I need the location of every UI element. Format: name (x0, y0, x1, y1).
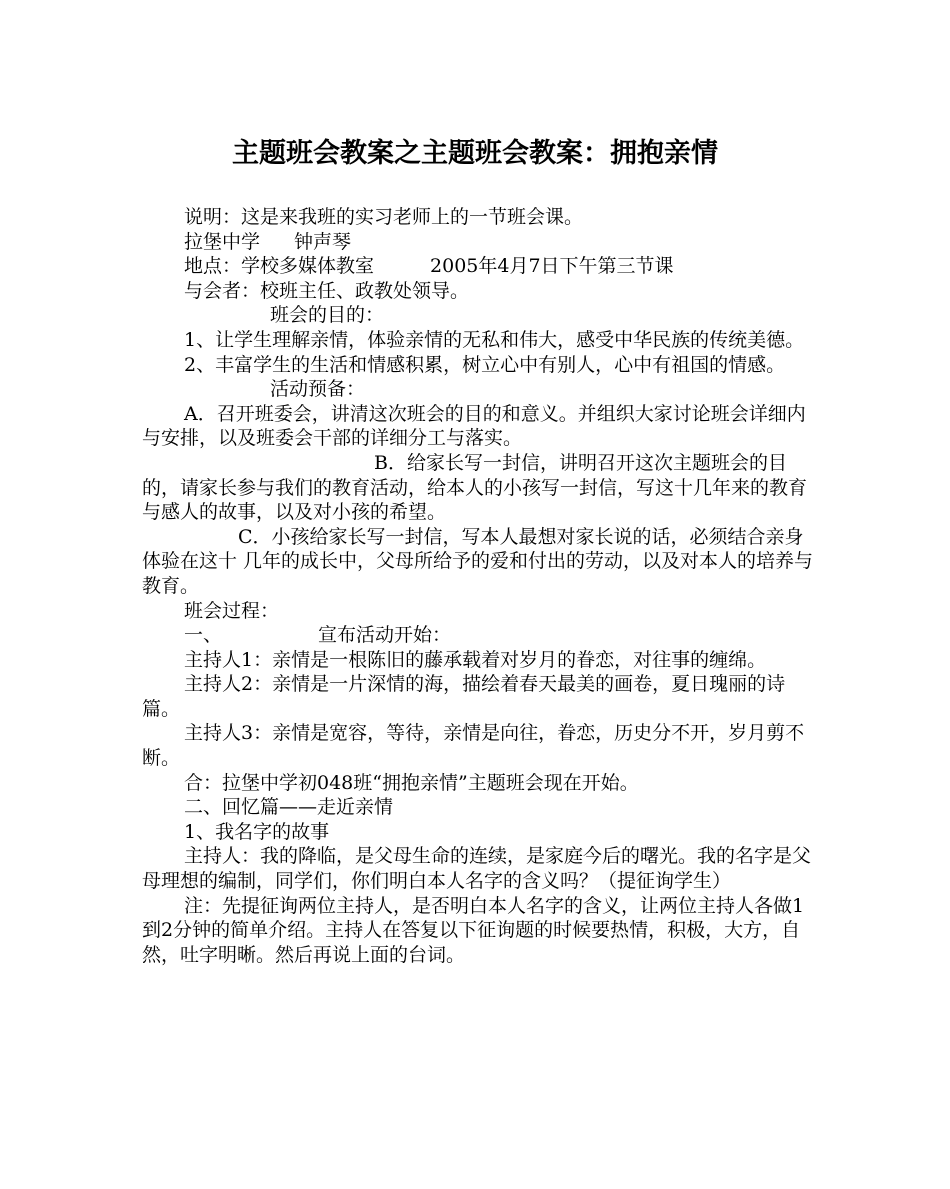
process-step2: 二、回忆篇——走近亲情 (184, 796, 394, 819)
teacher-name: 钟声琴 (294, 230, 352, 253)
prep-item-b: B．给家长写一封信，讲明召开这次主题班会的目的，请家长参与我们的教育活动，给本人的小孩写一封信，写这十几年来的教育与感人的故事，以及对小孩的希望。 (142, 451, 808, 524)
goal-item: 2、丰富学生的生活和情感积累，树立心中有别人，心中有祖国的情感。 (184, 353, 786, 376)
document-body (142, 205, 814, 967)
step1-text: 宣布活动开始： (318, 624, 452, 647)
process-step1 (142, 623, 814, 648)
time-text: 2005年4月7日下午第三节课 (430, 255, 674, 278)
prep-heading: 活动预备： (270, 378, 366, 401)
intro-place-line (142, 254, 814, 279)
step1-number: 一、 (184, 624, 223, 647)
host2-line: 主持人2：亲情是一片深情的海，描绘着春天最美的画卷，夏日瑰丽的诗篇。 (142, 673, 786, 720)
document-title: 主题班会教案之主题班会教案：拥抱亲情 (232, 138, 718, 169)
process-heading: 班会过程： (184, 599, 280, 622)
school-name: 拉堡中学 (184, 230, 261, 253)
goals-heading: 班会的目的： (270, 304, 385, 327)
intro-attendees: 与会者：校班主任、政教处领导。 (184, 279, 470, 302)
goal-item: 1、让学生理解亲情，体验亲情的无私和伟大，感受中华民族的传统美德。 (184, 328, 805, 351)
process-sub1: 1、我名字的故事 (184, 820, 330, 843)
prep-item-a: A．召开班委会，讲清这次班会的目的和意义。并组织大家讨论班会详细内与安排，以及班委会干部的详细分工与落实。 (142, 402, 806, 450)
intro-note: 说明：这是来我班的实习老师上的一节班会课。 (184, 206, 584, 228)
together-line: 合：拉堡中学初048班“拥抱亲情”主题班会现在开始。 (184, 771, 639, 794)
note-line: 注：先提征询两位主持人，是否明白本人名字的含义，让两位主持人各做1到2分钟的简单介绍。主持人在答复以下征询题的时候要热情，积极，大方，自然，吐字明晰。然后再说上面的台词。 (142, 894, 805, 966)
intro-author-line (142, 230, 814, 255)
host-name-line: 主持人：我的降临，是父母生命的连续，是家庭今后的曙光。我的名字是父母理想的编制，同学们，你们明白本人名字的含义吗？（提征询学生） (142, 845, 812, 893)
host3-line: 主持人3：亲情是宽容，等待，亲情是向往，眷恋，历史分不开，岁月剪不断。 (142, 722, 805, 770)
place-text: 地点：学校多媒体教室 (184, 255, 375, 278)
host1-line: 主持人1：亲情是一根陈旧的藤承载着对岁月的眷恋，对往事的缠绵。 (184, 648, 767, 671)
prep-item-c: C．小孩给家长写一封信，写本人最想对家长说的话，必须结合亲身体验在这十 几年的成长中，父母所给予的爱和付出的劳动，以及对本人的培养与教育。 (142, 525, 814, 597)
